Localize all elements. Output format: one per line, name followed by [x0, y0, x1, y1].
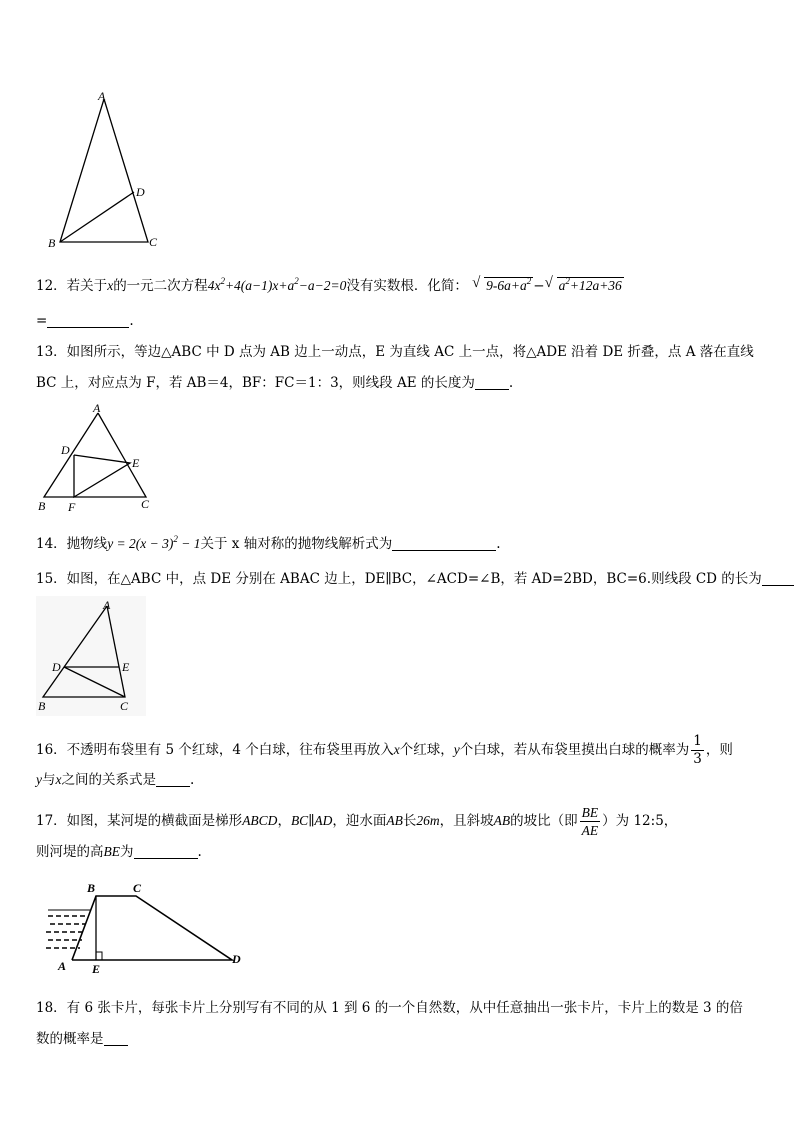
q16-var-y: y — [453, 742, 460, 757]
q17-length: 26m — [416, 813, 440, 828]
q17-label-c: C — [133, 881, 142, 895]
q16-end: . — [190, 772, 195, 788]
q13-text: BC 上，对应点为 F，若 AB＝4，BF：FC＝1：3，则线段 AE 的长度为 — [36, 375, 475, 391]
figure-equilateral-fold — [34, 400, 164, 515]
q16-text-e: 与 — [42, 772, 56, 788]
question-17-line2 — [36, 842, 202, 862]
figure-triangle-abd — [40, 85, 180, 255]
q12-sqrt1: √ $9-6a+a^2$ — [472, 275, 532, 293]
q12-answer-blank[interactable] — [47, 313, 129, 328]
question-13-line1: 13．如图所示，等边△ABC 中 D 点为 AB 边上一动点，E 为直线 AC 上一点，将△ADE 沿着 DE 折叠，点 A 落在直线 — [36, 344, 754, 360]
q15-text: 15．如图，在△ABC 中，点 DE 分别在 ABAC 边上，DE∥BC，∠ACD=∠B，若 AD=2BD，BC=6.则线段 CD 的长为 — [36, 571, 762, 587]
q17-fraction: $\frac{BE}{AE}$ — [581, 805, 599, 838]
question-16-line2 — [36, 770, 194, 790]
q15-answer-blank[interactable] — [762, 571, 794, 586]
q12-text1: 的一元二次方程 — [113, 278, 208, 294]
q17-abcd: ABCD — [242, 813, 278, 828]
q15-label-a: A — [103, 598, 111, 612]
q15-label-e: E — [122, 660, 130, 674]
q18-text: 数的概率是 — [36, 1031, 104, 1047]
q12-eq: = — [36, 313, 48, 329]
question-14 — [36, 534, 501, 554]
question-16-line1 — [36, 733, 733, 768]
q13-label-f: F — [68, 500, 76, 514]
q16-var-y-2: y — [36, 772, 42, 787]
q17-ab-2: AB — [493, 813, 511, 828]
q15-label-b: B — [38, 699, 46, 713]
q17-text-e: 的坡比（即 — [510, 813, 578, 829]
q14-end: . — [496, 536, 501, 552]
question-15 — [36, 569, 794, 589]
q16-text-b: 个红球， — [399, 742, 454, 758]
q13-label-a: A — [93, 401, 101, 415]
question-18-line1: 18．有 6 张卡片，每张卡片上分别写有不同的从 1 到 6 的一个自然数，从中任意抽出一张卡片，卡片上的数是 3 的倍 — [36, 1000, 743, 1016]
q13-label-e: E — [132, 456, 140, 470]
q15-label-d: D — [52, 660, 61, 674]
q16-fraction: $\frac{1}{3}$ — [693, 733, 702, 767]
q13-end: . — [508, 375, 514, 391]
q17-text-g: 则河堤的高 — [36, 844, 104, 860]
label-a: A — [98, 89, 106, 103]
q12-var-x: x — [107, 278, 114, 293]
q16-answer-blank[interactable] — [156, 772, 190, 787]
q14-prefix: 14．抛物线 — [36, 536, 108, 552]
q12-prefix: 12．若关于 — [36, 278, 108, 294]
q12-equation: $4x^2+4(a-1)x+a^2-a-2=0$ — [207, 276, 347, 293]
q16-var-x-2: x — [55, 772, 62, 787]
q18-answer-blank[interactable] — [104, 1031, 128, 1046]
question-17-line1 — [36, 804, 677, 839]
q13-label-b: B — [38, 499, 46, 513]
q12-minus: − — [533, 278, 545, 294]
q14-formula: $y = 2(x - 3)^2 - 1$ — [107, 534, 201, 551]
q17-be: BE — [103, 844, 120, 859]
q17-label-d: D — [232, 952, 241, 966]
q17-ab: AB — [386, 813, 403, 828]
question-12-line2 — [36, 311, 134, 331]
label-c: C — [149, 235, 158, 249]
q17-text-c: 长 — [402, 813, 417, 829]
label-b: B — [48, 236, 56, 250]
q17-label-e: E — [92, 962, 101, 976]
q17-bc-ad: BC∥AD — [290, 813, 333, 828]
q16-var-x: x — [393, 742, 400, 757]
q16-text-d: ，则 — [705, 742, 733, 758]
q17-end: . — [197, 844, 202, 860]
q13-label-d: D — [61, 443, 70, 457]
q17-text-d: ，且斜坡 — [439, 813, 494, 829]
q17-text-b: ，迎水面 — [332, 813, 387, 829]
question-18-line2 — [36, 1029, 128, 1049]
q16-text-c: 个白球，若从布袋里摸出白球的概率为 — [459, 742, 690, 758]
q17-label-b: B — [87, 881, 96, 895]
q12-sqrt2: √ $a^2+12a+36$ — [544, 275, 622, 293]
q13-answer-blank[interactable] — [475, 375, 509, 390]
q15-label-c: C — [120, 699, 129, 713]
q17-sep: ， — [277, 813, 291, 829]
q16-text-f: 之间的关系式是 — [61, 772, 156, 788]
q13-label-c: C — [141, 497, 150, 511]
q12-text2: 没有实数根．化简： — [346, 278, 468, 294]
label-d: D — [136, 185, 145, 199]
q17-label-a: A — [58, 959, 67, 973]
q17-text-f: ）为 12:5， — [602, 813, 678, 829]
question-13-line2 — [36, 373, 513, 393]
figure-river-embankment — [40, 876, 255, 976]
q14-answer-blank[interactable] — [392, 536, 496, 551]
figure-triangle-de-parallel — [36, 596, 146, 716]
q16-text-a: 16．不透明布袋里有 5 个红球，4 个白球，往布袋里再放入 — [36, 742, 394, 758]
q17-text-h: 为 — [120, 844, 134, 860]
question-12-line1 — [36, 276, 624, 296]
q12-end: . — [129, 313, 134, 329]
q14-text: 关于 x 轴对称的抛物线解析式为 — [200, 536, 393, 552]
q17-text-a: 17．如图，某河堤的横截面是梯形 — [36, 813, 243, 829]
q17-answer-blank[interactable] — [134, 844, 198, 859]
